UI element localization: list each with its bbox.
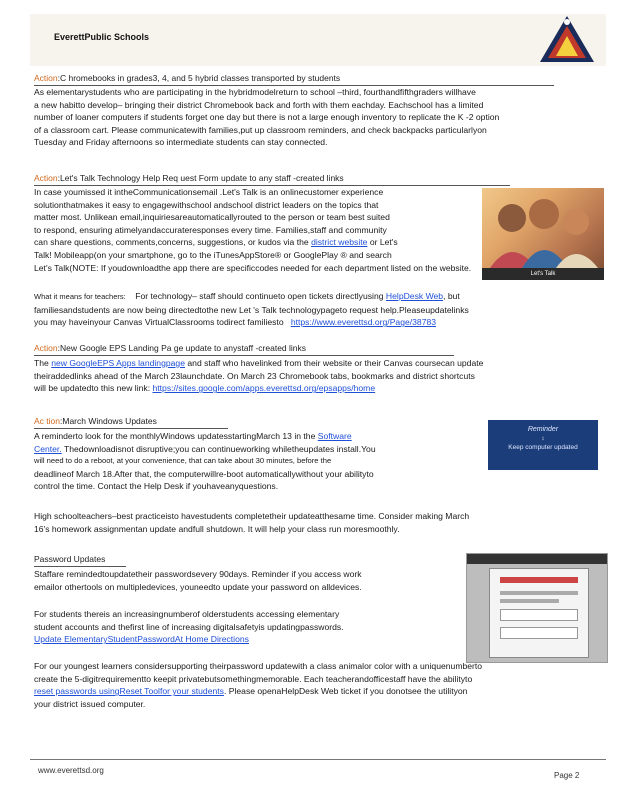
reset-tool-link[interactable]: reset passwords usingReset Toolfor your students <box>34 686 224 697</box>
text-line: theiraddedlinks ahead of the March 23launchdate. On March 23 Chromebook tabs, bookmarks and district shortcuts <box>34 370 475 381</box>
district-website-link[interactable]: district website <box>311 237 368 248</box>
text-line: emailor othertools on multipledevices, youneedto update your password on alldevices. <box>34 581 362 592</box>
text-line: a new habitto develop– bringing their district Chromebook back and forth with them eachday. Eachschool has a limited <box>34 99 484 110</box>
text-line: A reminderto look for the monthlyWindows updatesstartingMarch 13 in the Software <box>34 431 352 441</box>
district-logo <box>536 12 598 68</box>
text-line: In case youmissed it intheCommunicationsemail .Let's Talk is an onlinecustomer experience <box>34 187 384 197</box>
eps-apps-url-link[interactable]: https://sites.google.com/apps.everettsd.org/epsapps/home <box>152 383 376 394</box>
text-line: Center. Thedownloadisnot disruptive;you can continueworking whiletheupdates install.You <box>34 443 376 454</box>
divider <box>34 566 126 567</box>
text-line: to respond, ensuring atimelyandaccurateresponses every time. Families,staff and community <box>34 224 387 235</box>
text-line: Let's Talk(NOTE: If youdownloadthe app there are specificcodes needed for each department listed on the website. <box>34 263 472 273</box>
letstalk-paragraph <box>34 186 480 262</box>
text-line: number of loaner computers if students forget one day but there is not a large enough inventory to replicate the K -2 option <box>34 112 500 123</box>
text-line: of a classroom cart. Please communicatewith families,put up classroom reminders, and check backpacks particularlyon <box>34 124 487 135</box>
text-line: student accounts and thefirst line of increasing digitalsafetyis updatingpasswords. <box>34 621 344 632</box>
chromebooks-paragraph <box>34 86 610 149</box>
software-center-link-cont[interactable]: Center. <box>34 443 62 454</box>
refresh-icon: ↕ <box>541 435 545 442</box>
epsapps-paragraph <box>34 357 610 395</box>
text-line: will need to do a reboot, at your convenience, that can take about 30 minutes, before the <box>34 456 332 466</box>
text-line: can share questions, comments,concerns, suggestions, or kudos via the district website or Let's <box>34 237 398 248</box>
windows-paragraph <box>34 430 484 493</box>
footer-website: www.everettsd.org <box>38 766 104 775</box>
text-line: As elementarystudents who are participating in the hybridmodelreturn to school –third, fourthandfifthgraders willhave <box>34 87 476 97</box>
password-tool-screenshot <box>466 553 608 663</box>
text-line: For our youngest learners considersupporting theirpassword updatewith a class animalor color with a uniquenumberto <box>34 661 483 671</box>
text-line: your district issued computer. <box>34 698 146 709</box>
text-line: control the time. Contact the Help Desk if youhaveanyquestions. <box>34 481 279 492</box>
text-line: What it means for teachers: For technology– staff should continueto open tickets directlyusing HelpDesk Web, but <box>34 291 460 301</box>
highschool-paragraph <box>34 510 610 535</box>
section-heading-password: Password Updates <box>34 554 106 564</box>
divider <box>34 428 228 429</box>
text-line: you may haveinyour Canvas VirtualClassrooms todirect familiesto https://www.everettsd.org/Page/38783 <box>34 317 437 328</box>
password-directions-link[interactable]: Update ElementaryStudentPasswordAt Home Directions <box>34 634 249 645</box>
teachers-paragraph <box>34 290 610 329</box>
text-line: solutionthatmakes it easy to engagewithschool andschool district leaders on the topics that <box>34 199 379 210</box>
section-heading-epsapps: Action:New Google EPS Landing Pa ge update to anystaff -created links <box>34 343 307 353</box>
password-youngest-paragraph <box>34 660 610 710</box>
text-line: Tuesday and Friday afternoons so intermediate students can stay connected. <box>34 137 328 148</box>
text-line <box>34 633 464 646</box>
photo-caption: Let's Talk <box>482 268 604 280</box>
text-line: High schoolteachers–best practiceisto havestudents completetheir updateatthesame time. Consider making March <box>34 511 470 521</box>
section-heading-windows: Ac tion:March Windows Updates <box>34 416 157 426</box>
software-center-link[interactable]: Software <box>317 431 352 441</box>
eps-apps-landing-link[interactable]: new GoogleEPS Apps landingpage <box>51 358 185 368</box>
letstalk-page-link[interactable]: https://www.everettsd.org/Page/38783 <box>290 317 437 328</box>
section-heading-letstalk: Action:Let's Talk Technology Help Req uest Form update to any staff -created links <box>34 173 344 183</box>
reminder-subtitle: Keep computer updated <box>508 444 578 451</box>
reminder-title: Reminder <box>527 426 559 433</box>
text-line: will be updatedto this new link: https://sites.google.com/apps.everettsd.org/epsapps/home <box>34 383 376 394</box>
text-line: create the 5-digitrequirementto keepit privatebutsomethingmemorable. Each teacherandofficestaff have the abilityto <box>34 673 473 684</box>
text-line: reset passwords usingReset Toolfor your students. Please openaHelpDesk Web ticket if you donotsee the utilityon <box>34 686 468 697</box>
text-line: The new GoogleEPS Apps landingpage and staff who havelinked from their website or their Canvas coursecan update <box>34 358 484 368</box>
text-line: Staffare remindedtoupdatetheir passwordsevery 90days. Reminder if you access work <box>34 569 362 579</box>
password-staff-paragraph <box>34 568 464 593</box>
password-students-paragraph <box>34 608 464 646</box>
page-number: Page 2 <box>554 771 580 780</box>
text-line: familiesandstudents are now being directedtothe new Let 's Talk technologypageto request help.Pleaseupdatelinks <box>34 304 469 315</box>
footer-divider <box>30 759 606 760</box>
text-line: deadlineof March 18.After that, the computerwillre-boot automaticallywithout your abilityto <box>34 468 374 479</box>
divider <box>34 355 454 356</box>
text-line: Talk! Mobileapp(on your smartphone, go to the iTunesAppStore® or GooglePlay ® and search <box>34 249 392 260</box>
families-photo <box>482 188 604 280</box>
reminder-graphic <box>488 420 598 470</box>
school-name: EverettPublic Schools <box>54 32 150 42</box>
text-line: For students thereis an increasingnumberof olderstudents accessing elementary <box>34 609 340 619</box>
text-line: 16's homework assignmentan update andfull shutdown. It will help your class run moresmoothly. <box>34 523 400 534</box>
helpdesk-web-link[interactable]: HelpDesk Web <box>385 291 444 301</box>
section-heading-chromebooks: Action:C hromebooks in grades3, 4, and 5 hybrid classes transported by students <box>34 73 341 83</box>
text-line: matter most. Unlikean email,inquiriesareautomaticallyrouted to the person or team best suited <box>34 212 390 223</box>
